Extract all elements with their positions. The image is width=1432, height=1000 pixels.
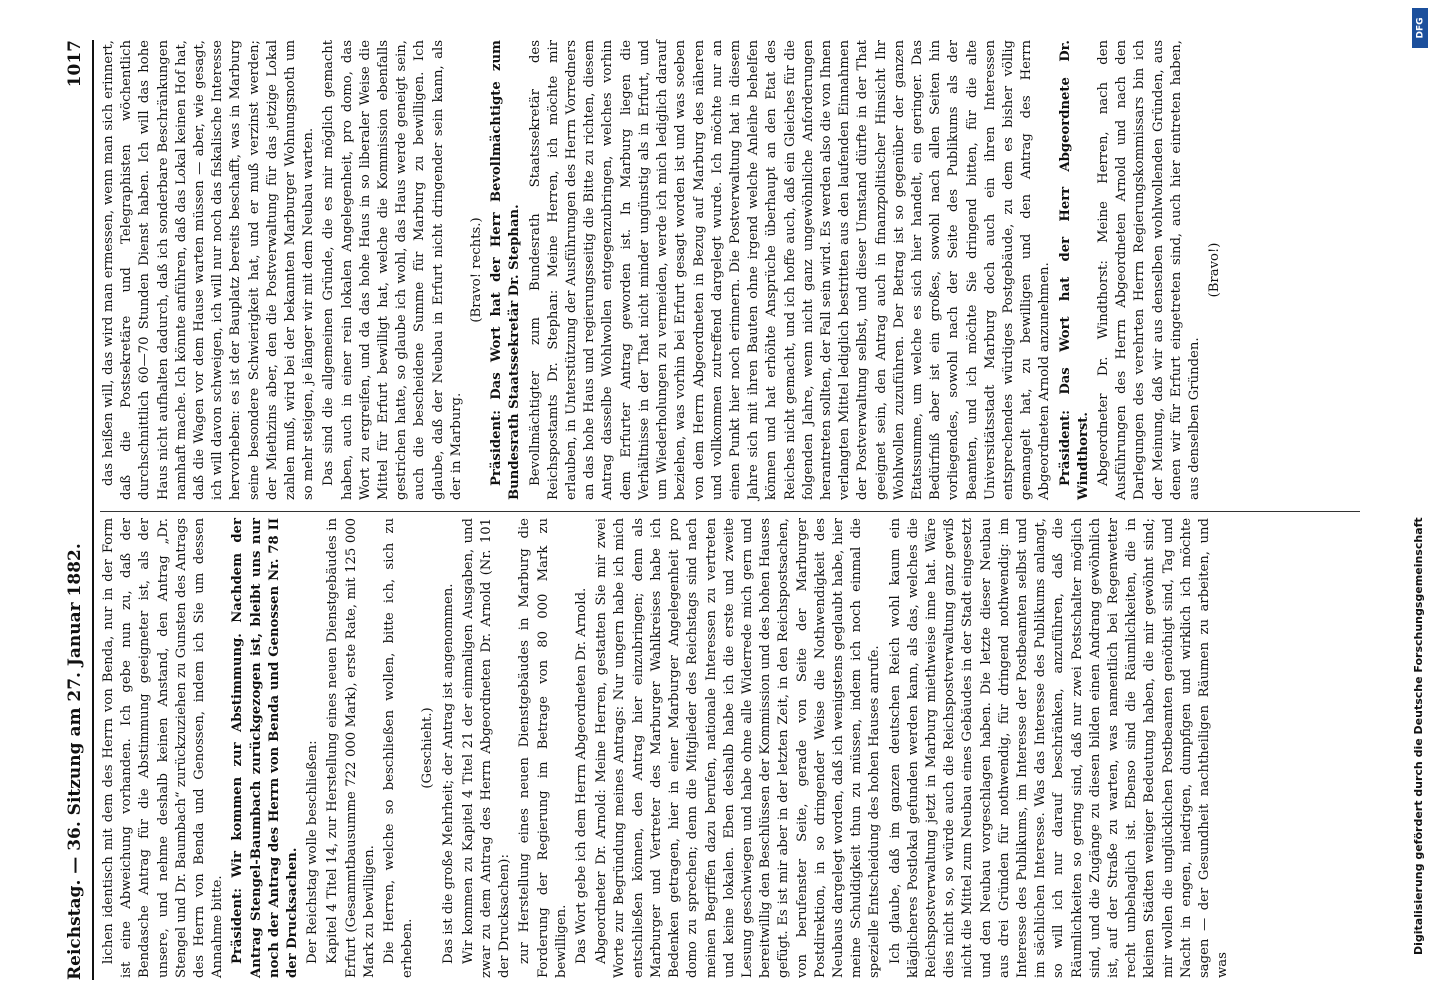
paragraph: Wir kommen zu Kapitel 4 Titel 21 der einmaligen Ausgaben, und zwar zu dem Antrag des Herrn Abgeordneten Dr. Arnold (Nr. 101 der Drucksachen): — [460, 518, 513, 978]
left-column — [100, 518, 1234, 978]
paragraph: lichen identisch mit dem des Herrn von Benda, nur in der Form ist eine Abweichung vorhanden. Ich gebe nun zu, daß der Bendasche Antrag für die Abstimmung geeigneter ist, als der unsere, und nehme deshalb keinen Anstand, den Antrag „Dr. Stengel und Dr. Baumbach“ zurückzuziehen zu Gunsten des Antrags des Herrn von Benda und Genossen, indem ich Sie um dessen Annahme bitte. — [101, 518, 226, 978]
right-column — [100, 40, 1226, 500]
paragraph: (Bravo! rechts.) — [469, 217, 485, 323]
dfg-notice: Digitalisierung gefördert durch die Deutsche Forschungsgemeinschaft — [1412, 517, 1425, 955]
paragraph: Bevollmächtigter zum Bundesrath Staatssekretär des Reichspostamts Dr. Stephan: Meine Herren, ich möchte mir erlauben, in Unterstützung der Ausführungen des Herrn Vorredners an das hohe Haus und regierungsseitig die Bitte zu richten, diesem Antrag dasselbe Wohlwollen entgegenzubringen, welches vorhin dem Erfurter Antrag geworden ist. In Marburg liegen die Verhältnisse in der That nicht minder ungünstig als in Erfurt, und um Wiederholungen zu vermeiden, werde ich mich lediglich darauf beziehen, was vorhin bei Erfurt gesagt worden ist und was soeben von dem Herrn Abgeordneten in Bezug auf Marburg des näheren und vollkommen zutreffend dargelegt wurde. Ich möchte nur an einen Punkt hier noch erinnern. Die Postverwaltung hat in diesem Jahre sich mit ihren Bauten ohne irgend welche Anleihe behelfen können und hat erhöhte Ansprüche überhaupt an den Etat des Reiches nicht gemacht, und ich hoffe auch, daß ein Gleiches für die folgenden Jahre, wenn nicht ganz ungewöhnliche Anforderungen herantreten sollten, der Fall sein wird. Es werden also die von Ihnen verlangten Mittel lediglich bestritten aus den laufenden Einnahmen der Postverwaltung selbst, und dieser Umstand dürfte in der That geeignet sein, den Antrag auch in finanzpolitischer Hinsicht Ihr Wohlwollen zuzuführen. Der Betrag ist so gegenüber der ganzen Etatssumme, um welche es sich hier handelt, ein geringer. Das Bedürfniß aber ist ein großes, sowohl nach allen Seiten hin vorliegendes, sowohl nach der Seite des Publikums als der Beamten, und ich möchte Sie dringend bitten, für die alte Universitätsstadt Marburg doch auch ein ihren Interessen entsprechendes würdiges Postgebäude, zu dem es bisher völlig gemangelt hat, zu bewilligen und den Antrag des Herrn Abgeordneten Arnold anzunehmen. — [527, 40, 1053, 500]
page-number: 1017 — [65, 40, 85, 88]
paragraph: Ich glaube, daß im ganzen deutschen Reich wohl kaum ein kläglicheres Postlokal gefunden werden kann, als das, welches die Reichspostverwaltung jetzt in Marburg miethweise inne hat. Wäre dies nicht so, so würde auch die Reichspostverwaltung ganz gewiß nicht die Mittel zum Neubau eines Gebäudes in der Stadt eingesetzt und den Neubau vorgeschlagen haben. Die letzte dieser Neubau aus drei Gründen für nothwendig, für dringend nothwendig: im Interesse des Publikums, im Interesse der Postbeamten selbst und im sächlichen Interesse. Was das Interesse des Publikums anlangt, so will ich nur darauf beschränken, anzuführen, daß die Räumlichkeiten so gering sind, daß nur zwei Postschalter möglich sind, und die Zugänge zu diesen bilden einen Andrang gewöhnlich ist, auf der Straße zu warten, was namentlich bei Regenwetter recht unbehaglich ist. Ebenso sind die Räumlichkeiten, die in kleinen Städten weniger Bedeutung haben, die mir gewöhnt sind; mir wollen die unglücklichen Postbeamten genöthigt sind, Tag und Nacht in engen, niedrigen, dumpfigen und wirklich ich möchte sagen — der Gesundheit nachtheiligen Räumen zu arbeiten, und was — [887, 518, 1231, 978]
paragraph: (Geschieht.) — [420, 707, 436, 789]
paragraph: Abgeordneter Dr. Windthorst: Meine Herren, nach den Ausführungen des Herrn Abgeordneten Arnold und nach den Darlegungen des verehrten Herrn Regierungskommissars bin ich der Meinung, daß wir aus denselben wohlwollenden Gründen, aus denen wir für Erfurt eingetreten sind, auch hier eintreten haben, aus denselben Gründen. — [1095, 40, 1202, 500]
paragraph: Die Herren, welche so beschließen wollen, bitte ich, sich zu erheben. — [382, 518, 416, 978]
page-header — [60, 40, 90, 980]
running-head: Reichstag. — 36. Sitzung am 27. Januar 1882. — [65, 543, 85, 980]
paragraph: zur Herstellung eines neuen Dienstgebäudes in Marburg die Forderung der Regierung im Betrage von 80 000 Mark zu bewilligen. — [517, 518, 569, 978]
paragraph: Präsident: Das Wort hat der Herr Bevollmächtigte zum Bundesrath Staatssekretär Dr. Stephan. — [489, 40, 523, 500]
paragraph: Das sind die allgemeinen Gründe, die es mir möglich gemacht haben, auch in einer rein lokalen Angelegenheit, pro domo, das Wort zu ergreifen, und da das hohe Haus in so liberaler Weise die Mittel für Erfurt bewilligt hat, welche die Kommission ebenfalls gestrichen hatte, so glaube ich wohl, das Haus werde geneigt sein, auch die bescheidene Summe für Marburg zu bewilligen. Ich glaube, daß der Neubau in Erfurt nicht dringender sein kann, als der in Marburg. — [321, 40, 464, 500]
paragraph: Präsident: Das Wort hat der Herr Abgeordnete Dr. Windthorst. — [1057, 40, 1091, 500]
paragraph: Das ist die große Mehrheit; der Antrag ist angenommen. — [440, 583, 456, 964]
paragraph: Präsident: Wir kommen zur Abstimmung. Nachdem der Antrag Stengel-Baumbach zurückgezogen ist, bleibt uns nur noch der Antrag des Herrn von Benda und Genossen Nr. 78 II der Drucksachen. — [230, 518, 301, 978]
header-rule — [92, 40, 94, 980]
paragraph: (Bravo!) — [1207, 242, 1223, 298]
paragraph: Abgeordneter Dr. Arnold: Meine Herren, gestatten Sie mir zwei Worte zur Begründung meines Antrags: Nur ungern habe ich mich entschließen können, den Antrag hier einzubringen; denn als Marburger und Vertreter des Marburger Wahlkreises habe ich Bedenken getragen, hier in einer Marburger Angelegenheit pro domo zu sprechen; denn die Mitglieder des Reichstags sind nach meinen Begriffen dazu berufen, nationale Interessen zu vertreten und keine lokalen. Eben deshalb habe ich die erste und zweite Lesung geschwiegen und habe ohne alle Widerrede mich gern und bereitwillig den Beschlüssen der Kommission und des hohen Hauses gefügt. Es ist mir aber in der letzten Zeit, in den Reichspostsachen, von berufenster Seite, gerade von Seite der Marburger Postdirektion, in so dringender Weise die Nothwendigkeit des Neubaus dargelegt worden, daß ich wenigstens geglaubt habe, hier meine Schuldigkeit thun zu müssen, indem ich noch einmal die spezielle Entscheidung des hohen Hauses anrufe. — [594, 518, 883, 978]
paragraph: Kapitel 4 Titel 14, zur Herstellung eines neuen Dienstgebäudes in Erfurt (Gesammtbausumme 722 000 Mark), erste Rate, mit 125 000 Mark zu bewilligen. — [325, 518, 377, 978]
paragraph: Der Reichstag wolle beschließen: — [305, 740, 321, 964]
column-divider — [100, 511, 1360, 512]
paragraph: das heißen will, das wird man ermessen, wenn man sich erinnert, daß die Postsekretäre und Telegraphisten wöchentlich durchschnittlich 60—70 Stunden Dienst haben. Ich will das hohe Haus nicht aufhalten dadurch, daß ich sonderbare Beschränkungen namhaft mache. Ich könnte anführen, daß das Lokal keinen Hof hat, daß die Wagen vor dem Hause warten müssen — aber, wie gesagt, ich will davon schweigen, ich will nur noch das fiskalische Interesse hervorheben: es ist der Bauplatz bereits beschafft, was in Marburg seine besondere Schwierigkeit hat, und er muß verzinst werden; der Miethzins aber, den die Postverwaltung für das jetzige Lokal zahlen muß, wird bei der bekannten Marburger Wohnungsnoth um so mehr steigen, je länger wir mit dem Neubau warten. — [101, 40, 317, 500]
dfg-logo: DFG — [1412, 8, 1428, 48]
paragraph: Das Wort gebe ich dem Herrn Abgeordneten Dr. Arnold. — [574, 587, 590, 964]
